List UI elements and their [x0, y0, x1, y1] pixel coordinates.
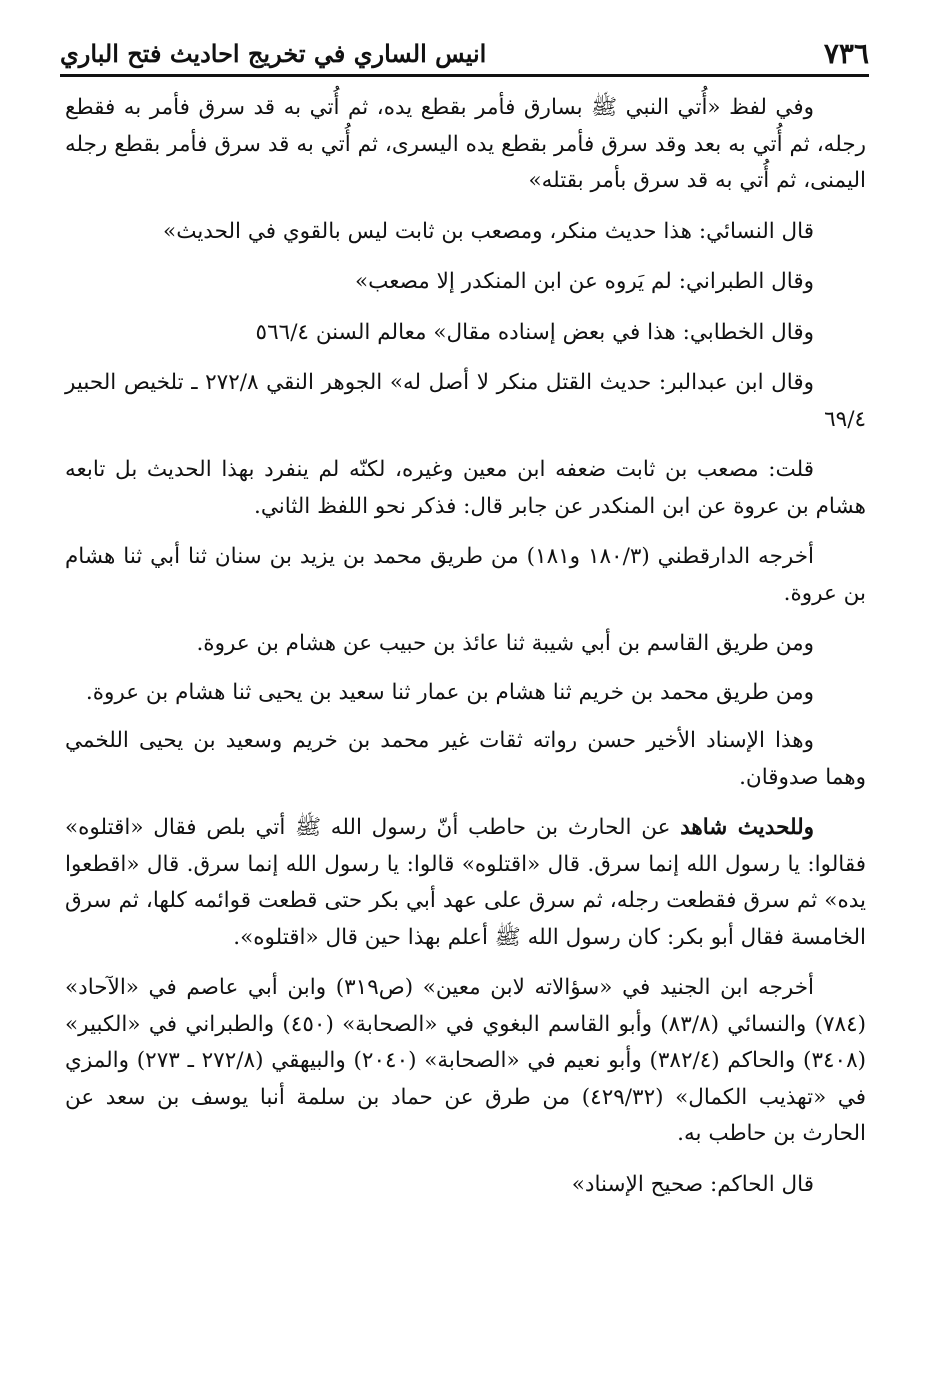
paragraph-author-note: قلت: مصعب بن ثابت ضعفه ابن معين وغيره، لكنّه لم ينفرد بهذا الحديث بل تابعه هشام بن عروة عن ابن المنكدر عن جابر قال: فذكر نحو اللفظ الثاني. — [65, 457, 866, 519]
paragraph-daraqutni-takhrij: أخرجه الدارقطني (١٨٠/٣ و١٨١) من طريق محمد بن يزيد بن سنان ثنا أبي ثنا هشام بن عروة. — [65, 544, 866, 606]
paragraph-khuraym-route: ومن طريق محمد بن خريم ثنا هشام بن عمار ثنا سعيد بن يحيى ثنا هشام بن عروة. — [85, 679, 814, 705]
running-title: انيس الساري في تخريج احاديث فتح الباري — [60, 39, 487, 68]
paragraph-qasim-route: ومن طريق القاسم بن أبي شيبة ثنا عائذ بن حبيب عن هشام بن عروة. — [196, 631, 814, 656]
supporting-hadith-heading: وللحديث شاهد — [680, 815, 815, 840]
paragraph-supporting-takhrij: أخرجه ابن الجنيد في «سؤالاته لابن معين» (ص٣١٩) وابن أبي عاصم في «الآحاد» (٧٨٤) والنسائي (٨٣/٨) وأبو القاسم البغوي في «الصحابة» (٤٥٠) والطبراني في «الكبير» (٣٤٠٨) والحاكم (٣٨٢/٤) وأبو نعيم في «الصحابة» (٢٠٤٠) والبيهقي (٢٧٢/٨ ـ ٢٧٣) والمزي في «تهذيب الكمال» (٤٢٩/٣٢) من طرق عن حماد بن سلمة أنبا يوسف بن سعد عن الحارث بن حاطب به. — [65, 975, 867, 1146]
paragraph-isnad-grading: وهذا الإسناد الأخير حسن رواته ثقات غير محمد بن خريم وسعيد بن يحيى اللخمي وهما صدوقان. — [65, 728, 866, 790]
paragraph-hakim-grading: قال الحاكم: صحيح الإسناد» — [571, 1171, 814, 1197]
paragraph-supporting-hadith — [65, 810, 866, 956]
page-body — [65, 90, 866, 1203]
supporting-hadith-text: عن الحارث بن حاطب أنّ رسول الله ﷺ أتي بلص فقال «اقتلوه» فقالوا: يا رسول الله إنما سرق. قال «اقتلوه» قالوا: يا رسول الله إنما سرق. قال «اقطعوا يده» ثم سرق فقطعت رجله، ثم سرق على عهد أبي بكر حتى قطعت قوائمه كلها، ثم سرق الخامسة فقال أبو بكر: كان رسول الله ﷺ أعلم بهذا حين قال «اقتلوه». — [65, 815, 866, 950]
paragraph-tabarani-quote: وقال الطبراني: لم يَروه عن ابن المنكدر إلا مصعب» — [354, 269, 814, 294]
paragraph-hadith-text: وفي لفظ «أُتي النبي ﷺ بسارق فأمر بقطع يده، ثم أُتي به قد سرق فأمر به فقطع رجله، ثم أُتي به بعد وقد سرق فأمر بقطع يده اليسرى، ثم أُتي به قد سرق فأمر بقطع رجله اليمنى، ثم أُتي به قد سرق بأمر بقتله» — [65, 95, 866, 193]
paragraph-nasai-quote: قال النسائي: هذا حديث منكر، ومصعب بن ثابت ليس بالقوي في الحديث» — [163, 218, 814, 244]
page-number: ٧٣٦ — [823, 37, 869, 70]
paragraph-ibn-abdilbarr-quote: وقال ابن عبدالبر: حديث القتل منكر لا أصل له» الجوهر النقي ٢٧٢/٨ ـ تلخيص الحبير ٦٩/٤ — [65, 370, 866, 432]
page-header — [60, 30, 869, 77]
paragraph-khattabi-quote: وقال الخطابي: هذا في بعض إسناده مقال» معالم السنن ٥٦٦/٤ — [255, 319, 814, 345]
